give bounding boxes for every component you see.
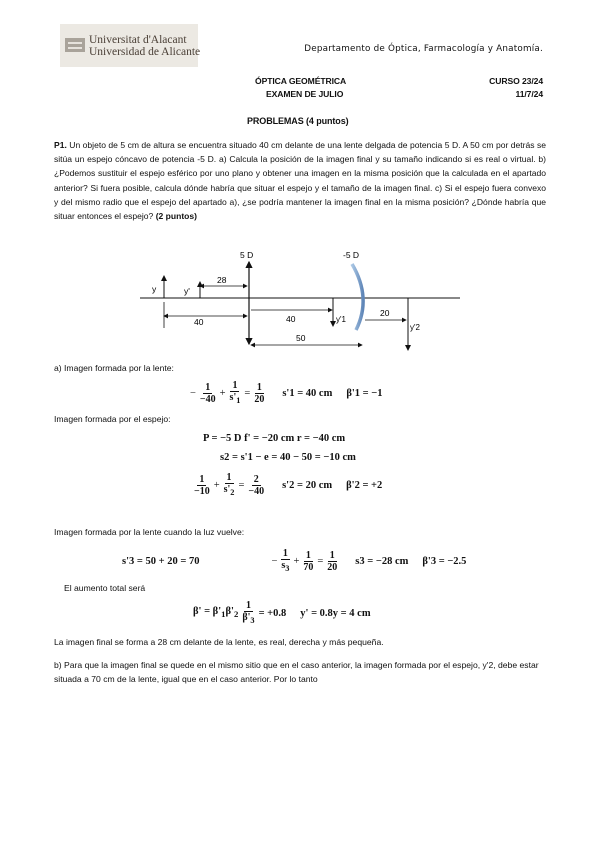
optical-diagram: [140, 246, 460, 358]
distance-28-label: 28: [217, 275, 227, 285]
mirror-parameters: P = −5 D f' = −20 cm r = −40 cm: [203, 433, 346, 444]
return-magnification: β'3 = −2.5: [422, 555, 467, 567]
mirror-magnification: β'2 = +2: [346, 479, 383, 491]
return-image-distance: s'3 = 50 + 20 = 70: [122, 555, 200, 567]
lens-power-label: 5 D: [240, 250, 254, 260]
logo-line-1: Universitat d'Alacant: [89, 34, 187, 46]
problem-text: Un objeto de 5 cm de altura se encuentra situado 40 cm delante de una lente delgada de potencia 5 D. A 50 cm por detrás se sitúa un espejo cóncavo de potencia -5 D. a) Calcula la posición de la imagen final y su tamaño indicando si es real o virtual. b) ¿Podemos sustituir el espejo esférico por uno plano y obtener una imagen en la misma posición que la calculada en el apartado anterior? Si fuera posible, calcula dónde habría que situar el espejo y el tamaño de la imagen final. c) Si el espejo fuera convexo y del mismo radio que el espejo del apartado a), ¿se podría mantener la imagen final en la misma posición? ¿Dónde habría que situar entonces el espejo?: [54, 140, 546, 222]
department-name: Departamento de Óptica, Farmacología y Anatomía.: [304, 44, 543, 54]
distance-20-label: 20: [380, 308, 390, 318]
logo-line-2: Universidad de Alicante: [89, 46, 201, 58]
lens-magnification: β'1 = −1: [346, 387, 383, 399]
mirror-object-distance: s2 = s'1 − e = 40 − 50 = −10 cm: [220, 452, 356, 463]
subject-title: ÓPTICA GEOMÉTRICA: [255, 76, 347, 86]
final-image-size: y' = 0.8y = 4 cm: [300, 607, 371, 619]
section-title: PROBLEMAS (4 puntos): [247, 116, 349, 126]
mirror-equation: $\frac{1}{-10}$ + $\frac{1}{s'_2}$ = $\frac{2}{-40}$ s'2 = 20 cm β'2 = +2: [194, 472, 383, 497]
return-object-distance: s3 = −28 cm: [355, 555, 409, 567]
mirror-image-title: Imagen formada por el espejo:: [54, 414, 171, 424]
exam-title: EXAMEN DE JULIO: [266, 89, 344, 99]
mirror-power-label: -5 D: [343, 250, 360, 260]
problem-statement: [54, 138, 546, 223]
lens-image-distance: s'1 = 40 cm: [282, 387, 333, 399]
distance-40-left-label: 40: [194, 317, 204, 327]
course-label: CURSO 23/24: [489, 76, 543, 86]
final-image-label: y': [184, 286, 190, 296]
mirror-image-distance: s'2 = 20 cm: [282, 479, 333, 491]
part-b-text: b) Para que la imagen final se quede en el mismo sitio que en el caso anterior, la imagen formada por el espejo, y'2, debe estar situada a 70 cm de la lente, igual que en el caso anterior. Por lo tanto: [54, 660, 539, 684]
first-image-label: y'1: [336, 315, 346, 324]
total-magnification-result: = +0.8: [258, 607, 287, 619]
lens-equation: − $\frac{1}{-40}$ + $\frac{1}{s'_1}$ = $\frac{1}{20}$ s'1 = 40 cm β'1 = −1: [190, 380, 383, 405]
distance-40-right-label: 40: [286, 314, 296, 324]
concave-mirror: [352, 264, 363, 330]
distance-50-label: 50: [296, 333, 306, 343]
return-lens-equations: s'3 = 50 + 20 = 70 − $\frac{1}{s_3}$ + $\frac{1}{70}$ = $\frac{1}{20}$ s3 = −28 cm β'3 = −2.5: [122, 548, 467, 573]
total-magnification-equation: $\beta' = \beta'_1\beta'_2$ $\frac{1}{\beta'_3}$ = +0.8 y' = 0.8y = 4 cm: [193, 600, 371, 625]
university-logo: [60, 24, 201, 67]
return-lens-title: Imagen formada por la lente cuando la luz vuelve:: [54, 527, 245, 537]
second-image-label: y'2: [410, 323, 420, 332]
total-magnification-title: El aumento total será: [64, 583, 146, 593]
object-label: y: [152, 284, 157, 294]
conclusion-text: La imagen final se forma a 28 cm delante de la lente, es real, derecha y más pequeña.: [54, 637, 384, 647]
lens-image-title: a) Imagen formada por la lente:: [54, 363, 174, 373]
exam-date: 11/7/24: [515, 89, 543, 99]
problem-points: (2 puntos): [155, 211, 197, 222]
logo-emblem-icon: [65, 38, 85, 52]
problem-id: P1.: [54, 140, 67, 150]
